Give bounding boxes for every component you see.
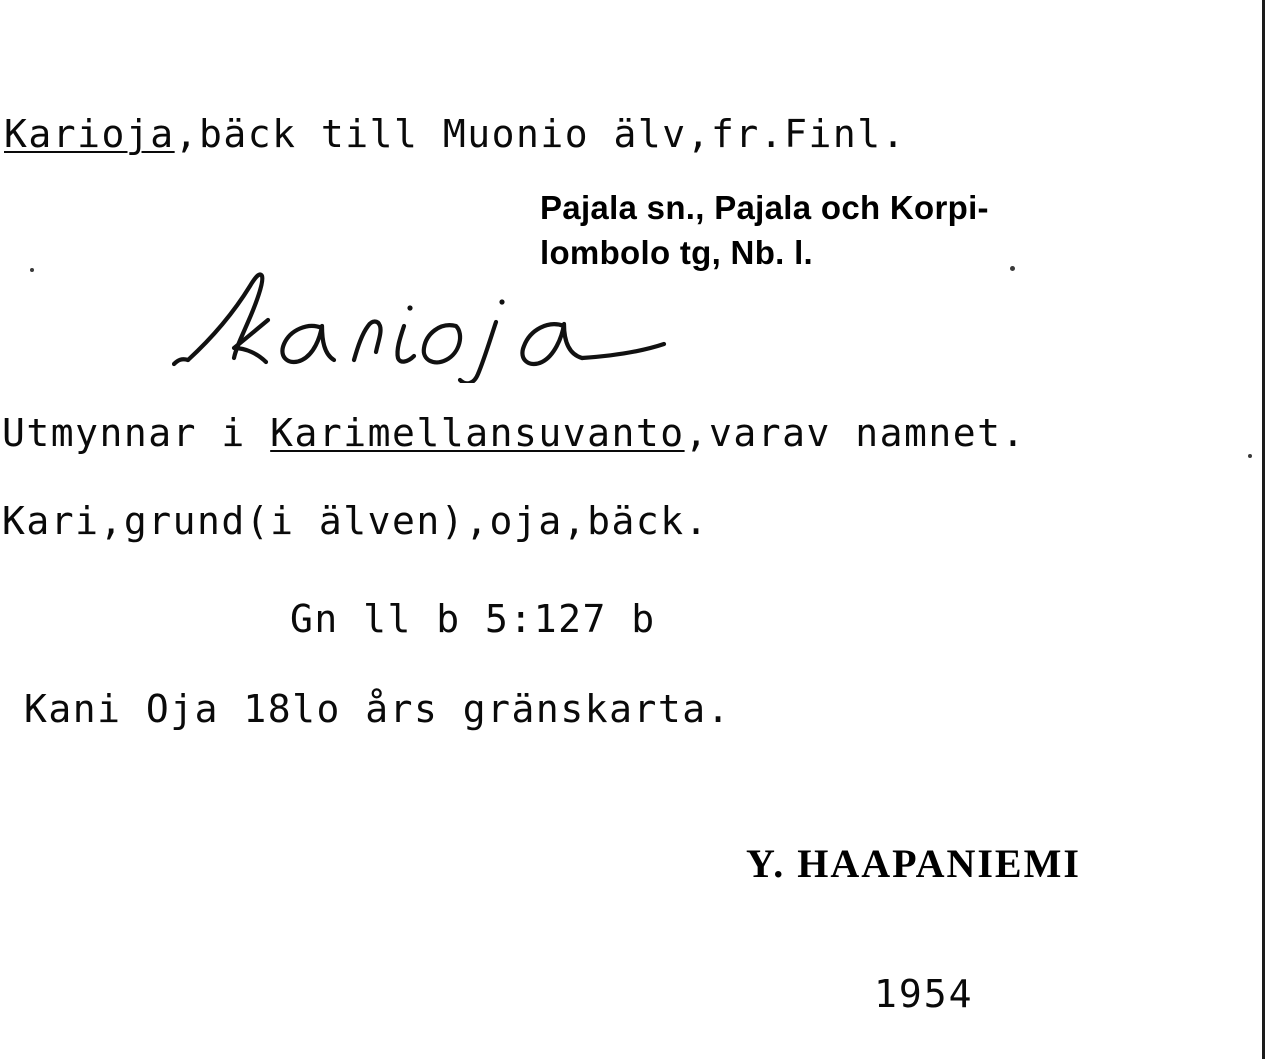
reference-code: Gn ll b 5:127 b — [290, 597, 656, 641]
scan-edge-right — [1262, 0, 1265, 1059]
scan-speck — [1248, 454, 1252, 458]
year: 1954 — [874, 972, 974, 1016]
source-line: Kani Oja 18lo års gränskarta. — [24, 687, 731, 731]
scan-speck — [30, 268, 34, 272]
headword-term: Karioja — [4, 112, 175, 156]
body-line-1-term: Karimellansuvanto — [270, 411, 685, 455]
body-line-1-after: ,varav namnet. — [684, 411, 1026, 455]
body-line-1 — [2, 411, 1026, 455]
body-line-1-before: Utmynnar i — [2, 411, 271, 455]
headword-line — [4, 112, 906, 156]
parish-stamp — [540, 186, 989, 275]
body-line-2-text: Kari,grund(i älven),oja,bäck. — [2, 499, 709, 543]
author-name: Y. HAAPANIEMI — [746, 841, 1081, 886]
headword-description: ,bäck till Muonio älv,fr.Finl. — [174, 112, 906, 156]
parish-stamp-line2: lombolo tg, Nb. l. — [540, 233, 814, 271]
handwritten-form — [172, 268, 692, 383]
parish-stamp-line1: Pajala sn., Pajala och Korpi- — [540, 189, 989, 226]
handwriting-svg — [172, 268, 692, 383]
scan-speck — [1010, 266, 1015, 271]
body-line-2 — [2, 499, 709, 543]
